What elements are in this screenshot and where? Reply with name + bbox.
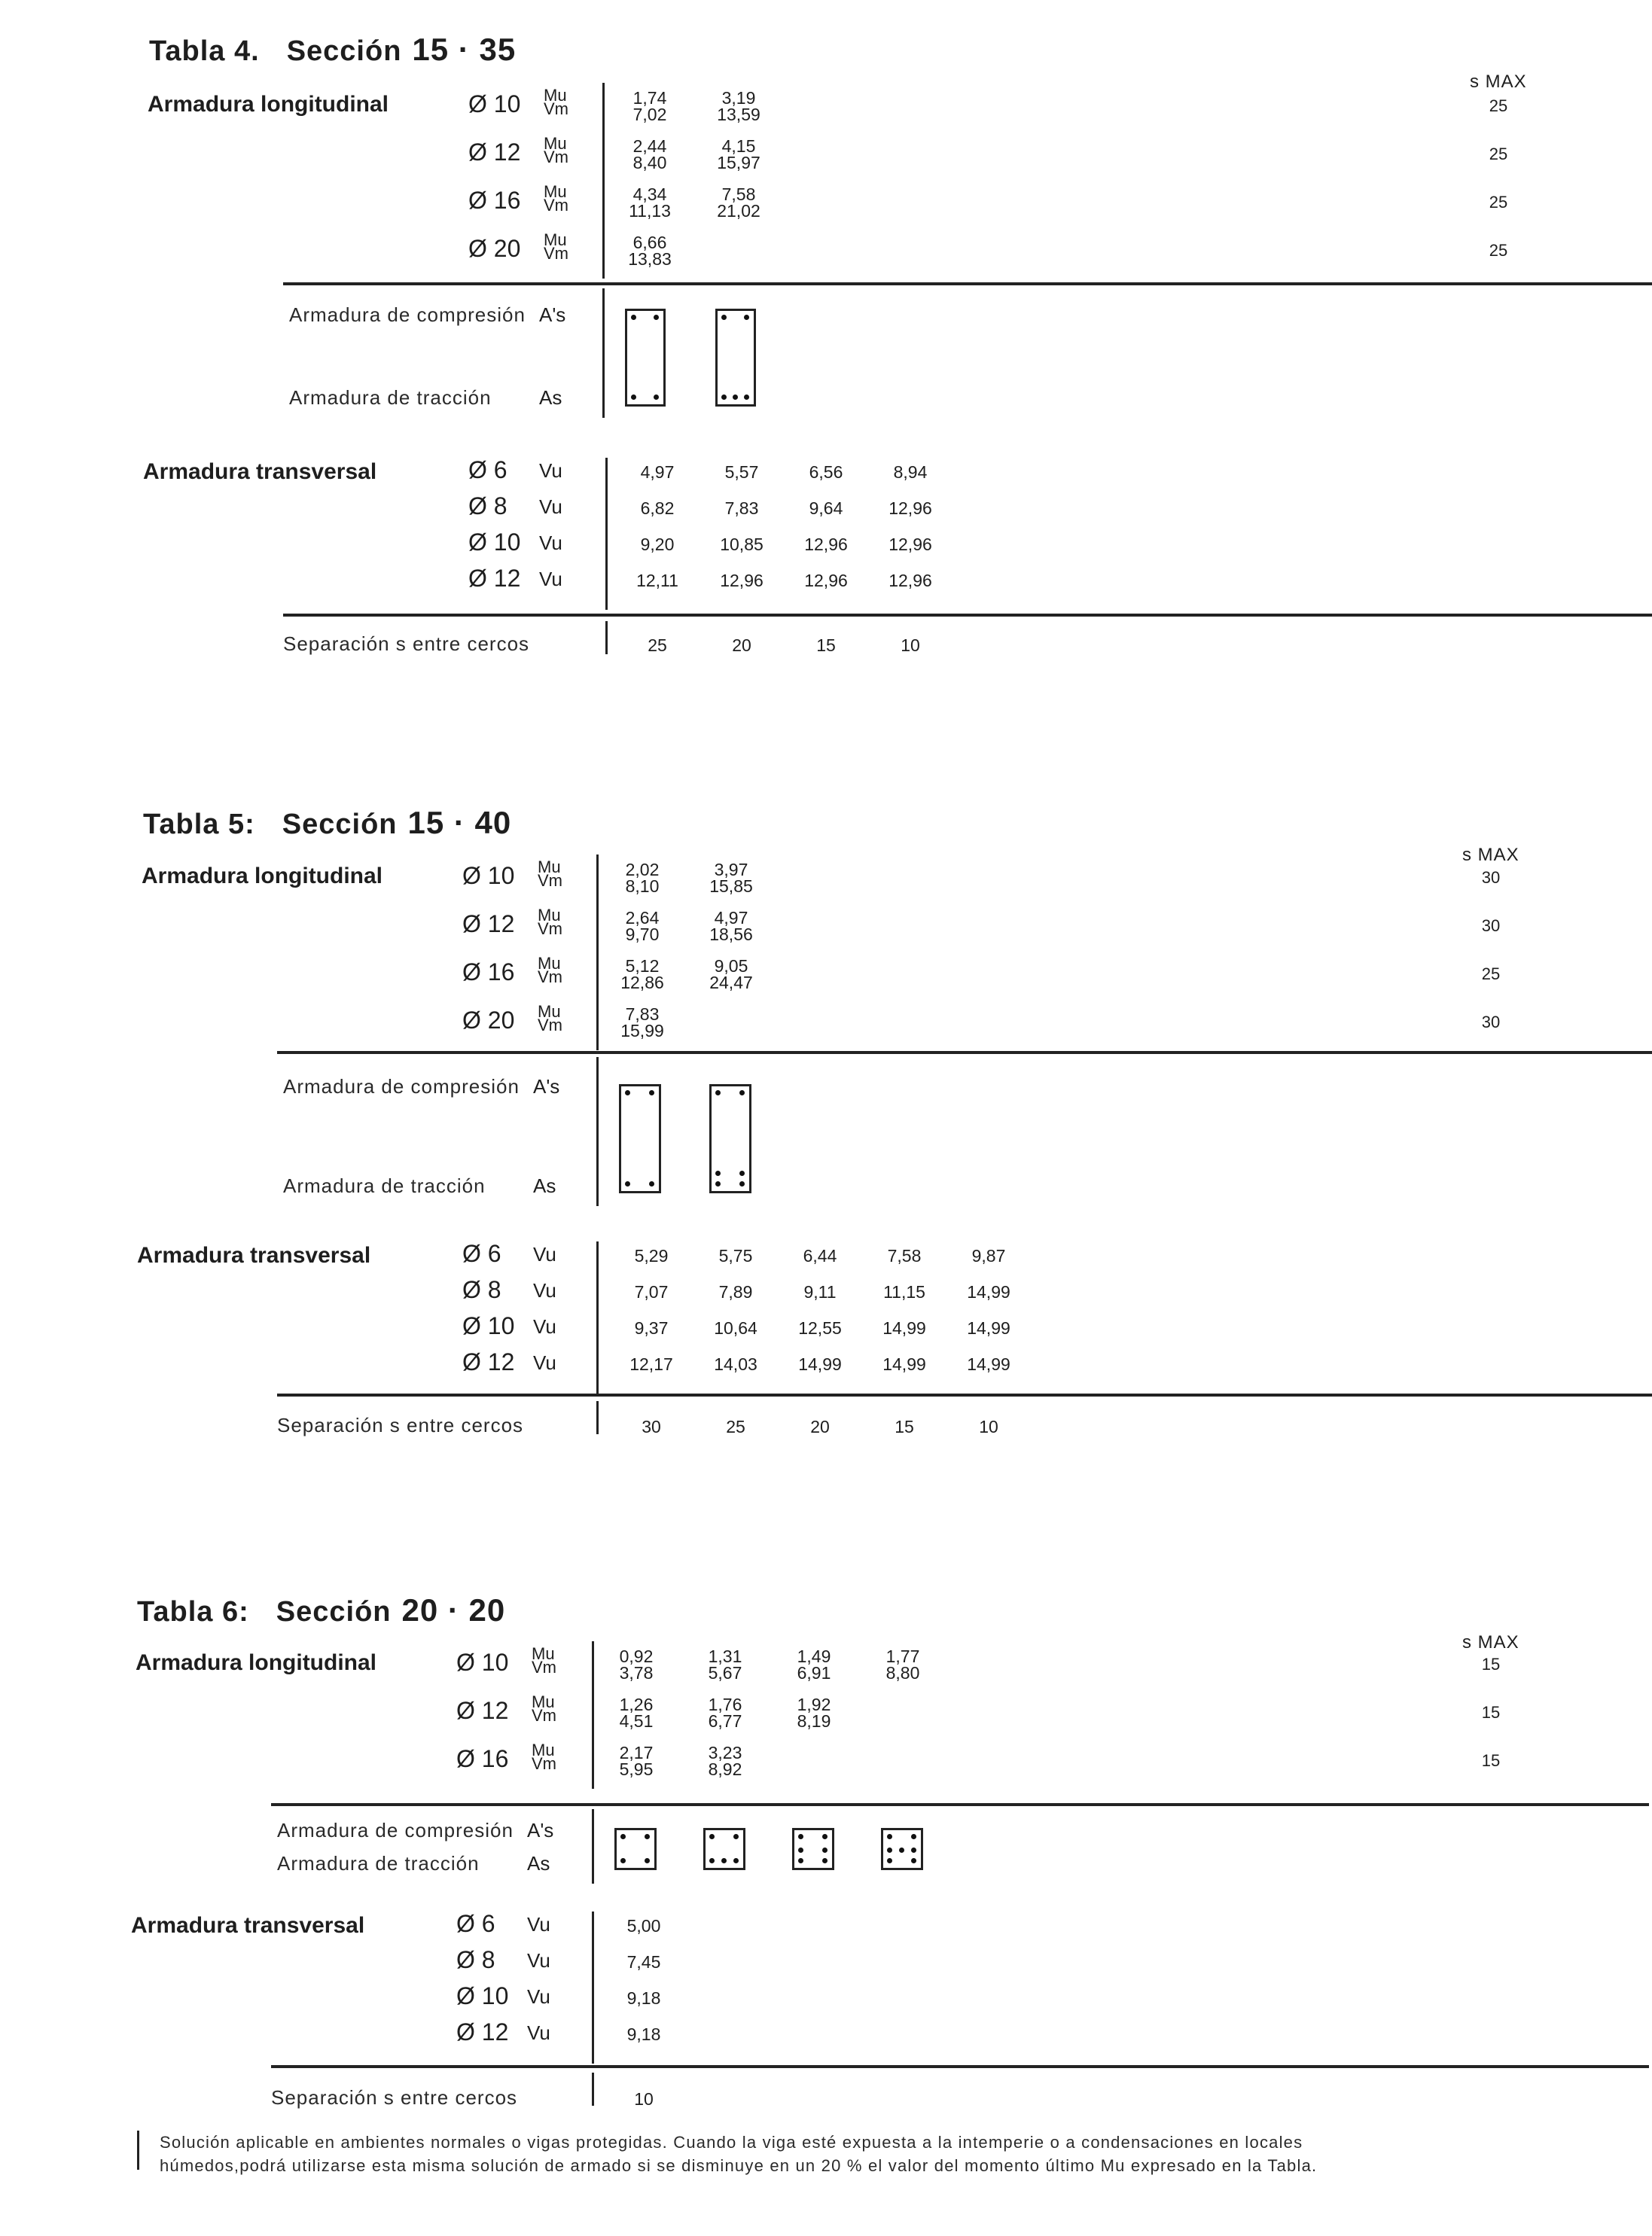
rebar-dot <box>733 1858 739 1863</box>
mu-value: 1,49 <box>797 1647 831 1666</box>
rebar-dot <box>911 1858 916 1863</box>
column-divider <box>592 1912 594 2064</box>
vm-value: 8,92 <box>708 1759 742 1779</box>
mu-symbol: Mu <box>544 182 567 201</box>
column-divider <box>596 1241 599 1394</box>
rebar-dot <box>887 1848 892 1853</box>
rebar-dot <box>887 1834 892 1839</box>
vm-symbol: Vm <box>532 1706 556 1725</box>
rebar-dot <box>733 394 738 400</box>
traction-symbol: As <box>539 386 562 409</box>
bar-diameter: Ø 16 <box>468 187 521 214</box>
column-divider <box>605 621 608 654</box>
vu-symbol: Vu <box>539 568 562 590</box>
vu-value: 14,99 <box>882 1354 926 1374</box>
bar-diameter: Ø 12 <box>468 139 521 166</box>
vu-value: 14,99 <box>967 1318 1010 1338</box>
section-label: Sección <box>282 809 398 840</box>
vm-value: 12,86 <box>620 973 664 992</box>
separation-label: Separación s entre cercos <box>277 1414 524 1436</box>
rebar-dot <box>798 1834 803 1839</box>
vm-symbol: Vm <box>544 244 568 263</box>
compression-symbol: A's <box>539 303 566 326</box>
rebar-dot <box>887 1858 892 1863</box>
footnote-line-1: Solución aplicable en ambientes normales o vigas protegidas. Cuando la viga esté expuesta a la intemperie o a condensaciones en locales <box>160 2133 1303 2152</box>
bar-diameter: Ø 12 <box>462 910 515 937</box>
smax-value: 15 <box>1481 1703 1501 1722</box>
vu-value: 12,96 <box>888 571 932 590</box>
compression-label: Armadura de compresión <box>283 1075 520 1098</box>
stirrup-diameter: Ø 10 <box>468 529 521 556</box>
table-number: Tabla 5: <box>143 809 255 840</box>
traction-label: Armadura de tracción <box>277 1852 480 1875</box>
rule-line <box>283 282 1652 285</box>
mu-symbol: Mu <box>538 1002 561 1021</box>
vu-value: 9,18 <box>626 2024 661 2044</box>
smax-value: 25 <box>1481 964 1501 983</box>
rebar-dot <box>739 1181 745 1187</box>
section-dims: 20 · 20 <box>401 1592 506 1628</box>
vm-symbol: Vm <box>532 1754 556 1773</box>
vu-symbol: Vu <box>533 1351 556 1374</box>
vu-symbol: Vu <box>533 1279 556 1302</box>
traction-label: Armadura de tracción <box>283 1174 486 1197</box>
rule-line <box>277 1394 1652 1397</box>
section-diagram <box>709 1084 751 1193</box>
column-divider <box>592 2073 594 2106</box>
separation-value: 25 <box>648 635 667 655</box>
column-divider <box>592 1641 594 1789</box>
traction-label: Armadura de tracción <box>289 386 492 409</box>
vm-value: 8,80 <box>885 1663 920 1683</box>
column-divider <box>596 1057 599 1206</box>
stirrup-diameter: Ø 8 <box>468 492 507 519</box>
vm-symbol: Vm <box>544 148 568 166</box>
smax-value: 30 <box>1481 916 1501 935</box>
vu-value: 7,89 <box>718 1282 753 1302</box>
bar-diameter: Ø 10 <box>468 90 521 117</box>
rebar-dot <box>798 1848 803 1853</box>
column-divider <box>605 458 608 610</box>
mu-value: 7,58 <box>721 184 756 204</box>
rebar-dot <box>654 315 659 320</box>
vu-value: 9,11 <box>803 1282 837 1302</box>
rebar-dot <box>715 1171 721 1176</box>
vm-value: 8,10 <box>625 876 660 896</box>
separation-value: 10 <box>634 2089 654 2109</box>
mu-symbol: Mu <box>538 954 561 973</box>
mu-symbol: Mu <box>538 906 561 925</box>
vu-symbol: Vu <box>539 532 562 554</box>
smax-header: s MAX <box>1470 72 1527 92</box>
vu-value: 12,55 <box>798 1318 842 1338</box>
vu-value: 12,17 <box>629 1354 673 1374</box>
smax-value: 30 <box>1481 868 1501 887</box>
rebar-dot <box>649 1181 654 1187</box>
rebar-dot <box>645 1834 650 1839</box>
rebar-dot <box>649 1090 654 1095</box>
rebar-dot <box>709 1834 715 1839</box>
vu-value: 11,15 <box>883 1282 925 1302</box>
rebar-dot <box>631 315 636 320</box>
table-title <box>137 1592 506 1628</box>
vu-value: 9,20 <box>640 535 675 554</box>
rebar-dot <box>721 394 727 400</box>
vm-value: 15,97 <box>717 153 760 172</box>
column-divider <box>596 854 599 1050</box>
vm-symbol: Vm <box>532 1658 556 1677</box>
vm-value: 18,56 <box>709 925 753 944</box>
rebar-dot <box>709 1858 715 1863</box>
separation-value: 20 <box>732 635 751 655</box>
vm-value: 9,70 <box>625 925 660 944</box>
traction-symbol: As <box>533 1174 556 1197</box>
column-divider <box>602 288 605 418</box>
mu-value: 1,31 <box>708 1647 742 1666</box>
mu-symbol: Mu <box>532 1741 555 1759</box>
bar-diameter: Ø 20 <box>468 235 521 262</box>
vu-value: 6,56 <box>809 462 843 482</box>
smax-value: 15 <box>1481 1655 1501 1674</box>
bar-diameter: Ø 12 <box>456 1697 509 1724</box>
rebar-dot <box>645 1858 650 1863</box>
bar-diameter: Ø 10 <box>456 1649 509 1676</box>
vm-symbol: Vm <box>544 196 568 215</box>
separation-value: 15 <box>895 1417 914 1436</box>
rebar-dot <box>744 315 749 320</box>
column-divider <box>602 83 605 279</box>
vu-value: 9,87 <box>971 1246 1006 1266</box>
mu-symbol: Mu <box>544 86 567 105</box>
vu-symbol: Vu <box>527 1913 550 1936</box>
mu-symbol: Mu <box>544 134 567 153</box>
vu-value: 5,75 <box>718 1246 753 1266</box>
mu-value: 3,19 <box>721 88 756 108</box>
vm-value: 7,02 <box>632 105 667 124</box>
mu-value: 0,92 <box>619 1647 654 1666</box>
vu-value: 12,96 <box>888 498 932 518</box>
vm-value: 5,67 <box>708 1663 742 1683</box>
table-title <box>143 807 511 839</box>
vm-value: 5,95 <box>619 1759 654 1779</box>
column-divider <box>596 1401 599 1434</box>
vu-value: 7,83 <box>724 498 759 518</box>
vu-value: 14,99 <box>967 1354 1010 1374</box>
vu-value: 5,00 <box>626 1916 661 1936</box>
vu-value: 5,29 <box>634 1246 669 1266</box>
mu-value: 4,97 <box>714 908 748 928</box>
stirrup-diameter: Ø 6 <box>456 1910 495 1937</box>
separation-label: Separación s entre cercos <box>271 2086 518 2109</box>
mu-value: 9,05 <box>714 956 748 976</box>
mu-value: 1,26 <box>619 1695 654 1714</box>
stirrup-diameter: Ø 6 <box>462 1240 501 1267</box>
smax-header: s MAX <box>1462 1632 1519 1653</box>
stirrup-diameter: Ø 8 <box>456 1946 495 1973</box>
vu-value: 7,58 <box>887 1246 922 1266</box>
traction-symbol: As <box>527 1852 550 1875</box>
vm-value: 4,51 <box>619 1711 654 1731</box>
smax-value: 25 <box>1489 193 1508 212</box>
mu-symbol: Mu <box>544 230 567 249</box>
vu-value: 14,99 <box>882 1318 926 1338</box>
vm-value: 13,83 <box>628 249 672 269</box>
smax-header: s MAX <box>1462 845 1519 865</box>
vu-value: 14,03 <box>714 1354 757 1374</box>
mu-symbol: Mu <box>532 1644 555 1663</box>
separation-value: 10 <box>979 1417 998 1436</box>
vu-value: 9,37 <box>634 1318 669 1338</box>
vm-value: 3,78 <box>619 1663 654 1683</box>
vu-value: 9,18 <box>626 1988 661 2008</box>
stirrup-diameter: Ø 10 <box>456 1982 509 2009</box>
vu-value: 12,96 <box>888 535 932 554</box>
mu-value: 4,15 <box>721 136 756 156</box>
section-diagram <box>625 309 666 407</box>
rule-line <box>277 1051 1652 1054</box>
section-diagram <box>715 309 756 407</box>
vm-value: 8,19 <box>797 1711 831 1731</box>
stirrup-diameter: Ø 12 <box>456 2018 509 2046</box>
rebar-dot <box>822 1858 828 1863</box>
table-title <box>149 34 516 65</box>
rebar-dot <box>744 394 749 400</box>
stirrup-diameter: Ø 12 <box>462 1348 515 1375</box>
mu-value: 3,97 <box>714 860 748 879</box>
rebar-dot <box>620 1834 626 1839</box>
rebar-dot <box>911 1848 916 1853</box>
separation-value: 20 <box>810 1417 830 1436</box>
vu-symbol: Vu <box>539 495 562 518</box>
smax-value: 25 <box>1489 241 1508 260</box>
footnote-line-2: húmedos,podrá utilizarse esta misma solución de armado si se disminuye en un 20 % el valor del momento último Mu expresado en la Tabla. <box>160 2156 1318 2175</box>
vu-value: 8,94 <box>893 462 928 482</box>
vu-value: 10,64 <box>714 1318 757 1338</box>
mu-value: 1,77 <box>885 1647 920 1666</box>
vm-value: 11,13 <box>629 201 671 221</box>
rebar-dot <box>798 1858 803 1863</box>
mu-value: 3,23 <box>708 1743 742 1762</box>
compression-label: Armadura de compresión <box>289 303 526 326</box>
mu-symbol: Mu <box>532 1692 555 1711</box>
vu-symbol: Vu <box>527 2021 550 2044</box>
mu-value: 2,02 <box>625 860 660 879</box>
rebar-dot <box>721 1858 727 1863</box>
rule-line <box>283 614 1652 617</box>
transverse-label: Armadura transversal <box>137 1243 371 1268</box>
transverse-label: Armadura transversal <box>131 1913 365 1938</box>
longitudinal-label: Armadura longitudinal <box>136 1650 377 1675</box>
separation-label: Separación s entre cercos <box>283 632 530 655</box>
longitudinal-label: Armadura longitudinal <box>148 92 389 117</box>
rebar-dot <box>739 1090 745 1095</box>
separation-value: 30 <box>642 1417 661 1436</box>
rebar-dot <box>739 1171 745 1176</box>
separation-value: 15 <box>816 635 836 655</box>
vu-value: 6,82 <box>640 498 675 518</box>
mu-value: 4,34 <box>632 184 667 204</box>
vu-value: 12,96 <box>720 571 764 590</box>
vu-value: 6,44 <box>803 1246 837 1266</box>
vm-symbol: Vm <box>538 871 562 890</box>
vu-value: 9,64 <box>809 498 843 518</box>
rebar-dot <box>625 1181 630 1187</box>
table-number: Tabla 4. <box>149 35 260 67</box>
rule-line <box>271 1803 1649 1806</box>
vu-value: 7,07 <box>634 1282 669 1302</box>
bar-diameter: Ø 10 <box>462 862 515 889</box>
transverse-label: Armadura transversal <box>143 459 377 484</box>
bar-diameter: Ø 16 <box>456 1745 509 1772</box>
vm-value: 15,85 <box>709 876 753 896</box>
vm-value: 24,47 <box>709 973 753 992</box>
vm-value: 6,91 <box>797 1663 831 1683</box>
smax-value: 25 <box>1489 145 1508 163</box>
mu-value: 1,76 <box>708 1695 742 1714</box>
section-diagram <box>619 1084 661 1193</box>
smax-value: 25 <box>1489 96 1508 115</box>
rebar-dot <box>654 394 659 400</box>
bar-diameter: Ø 16 <box>462 958 515 985</box>
rebar-dot <box>715 1181 721 1187</box>
mu-value: 1,92 <box>797 1695 831 1714</box>
vm-value: 13,59 <box>717 105 760 124</box>
rebar-dot <box>822 1834 828 1839</box>
smax-value: 15 <box>1481 1751 1501 1770</box>
rebar-dot <box>715 1090 721 1095</box>
vm-value: 8,40 <box>632 153 667 172</box>
rebar-dot <box>620 1858 626 1863</box>
compression-symbol: A's <box>527 1819 554 1842</box>
column-divider <box>592 1809 594 1884</box>
mu-value: 2,17 <box>619 1743 654 1762</box>
rebar-dot <box>899 1848 904 1853</box>
longitudinal-label: Armadura longitudinal <box>142 864 383 888</box>
mu-value: 2,64 <box>625 908 660 928</box>
vu-symbol: Vu <box>539 459 562 482</box>
stirrup-diameter: Ø 6 <box>468 456 507 483</box>
vm-value: 6,77 <box>708 1711 742 1731</box>
vm-symbol: Vm <box>538 919 562 938</box>
smax-value: 30 <box>1481 1013 1501 1031</box>
vu-value: 14,99 <box>798 1354 842 1374</box>
compression-symbol: A's <box>533 1075 560 1098</box>
section-dims: 15 · 35 <box>412 32 517 67</box>
vu-value: 12,96 <box>804 571 848 590</box>
mu-value: 2,44 <box>632 136 667 156</box>
bar-diameter: Ø 20 <box>462 1007 515 1034</box>
section-label: Sección <box>276 1596 392 1628</box>
vm-symbol: Vm <box>538 1016 562 1034</box>
mu-value: 1,74 <box>632 88 667 108</box>
rebar-dot <box>625 1090 630 1095</box>
section-dims: 15 · 40 <box>407 805 512 840</box>
rebar-dot <box>631 394 636 400</box>
separation-value: 10 <box>901 635 920 655</box>
vu-symbol: Vu <box>527 1985 550 2008</box>
mu-symbol: Mu <box>538 858 561 876</box>
vu-symbol: Vu <box>527 1949 550 1972</box>
vm-symbol: Vm <box>544 99 568 118</box>
vu-value: 14,99 <box>967 1282 1010 1302</box>
mu-value: 5,12 <box>625 956 660 976</box>
stirrup-diameter: Ø 8 <box>462 1276 501 1303</box>
vm-value: 15,99 <box>620 1021 664 1040</box>
mu-value: 7,83 <box>625 1004 660 1024</box>
stirrup-diameter: Ø 10 <box>462 1312 515 1339</box>
rebar-dot <box>911 1834 916 1839</box>
vu-symbol: Vu <box>533 1243 556 1266</box>
footnote-marker <box>137 2131 139 2170</box>
vu-value: 4,97 <box>640 462 675 482</box>
stirrup-diameter: Ø 12 <box>468 565 521 592</box>
vm-value: 21,02 <box>717 201 760 221</box>
rebar-dot <box>721 315 727 320</box>
rebar-dot <box>822 1848 828 1853</box>
vu-value: 7,45 <box>626 1952 661 1972</box>
rule-line <box>271 2065 1649 2068</box>
vu-symbol: Vu <box>533 1315 556 1338</box>
compression-label: Armadura de compresión <box>277 1819 514 1842</box>
vu-value: 12,11 <box>636 571 678 590</box>
vm-symbol: Vm <box>538 967 562 986</box>
separation-value: 25 <box>726 1417 745 1436</box>
table-number: Tabla 6: <box>137 1596 249 1628</box>
rebar-dot <box>733 1834 739 1839</box>
mu-value: 6,66 <box>632 233 667 252</box>
section-label: Sección <box>286 35 402 67</box>
vu-value: 12,96 <box>804 535 848 554</box>
vu-value: 10,85 <box>720 535 764 554</box>
vu-value: 5,57 <box>724 462 759 482</box>
